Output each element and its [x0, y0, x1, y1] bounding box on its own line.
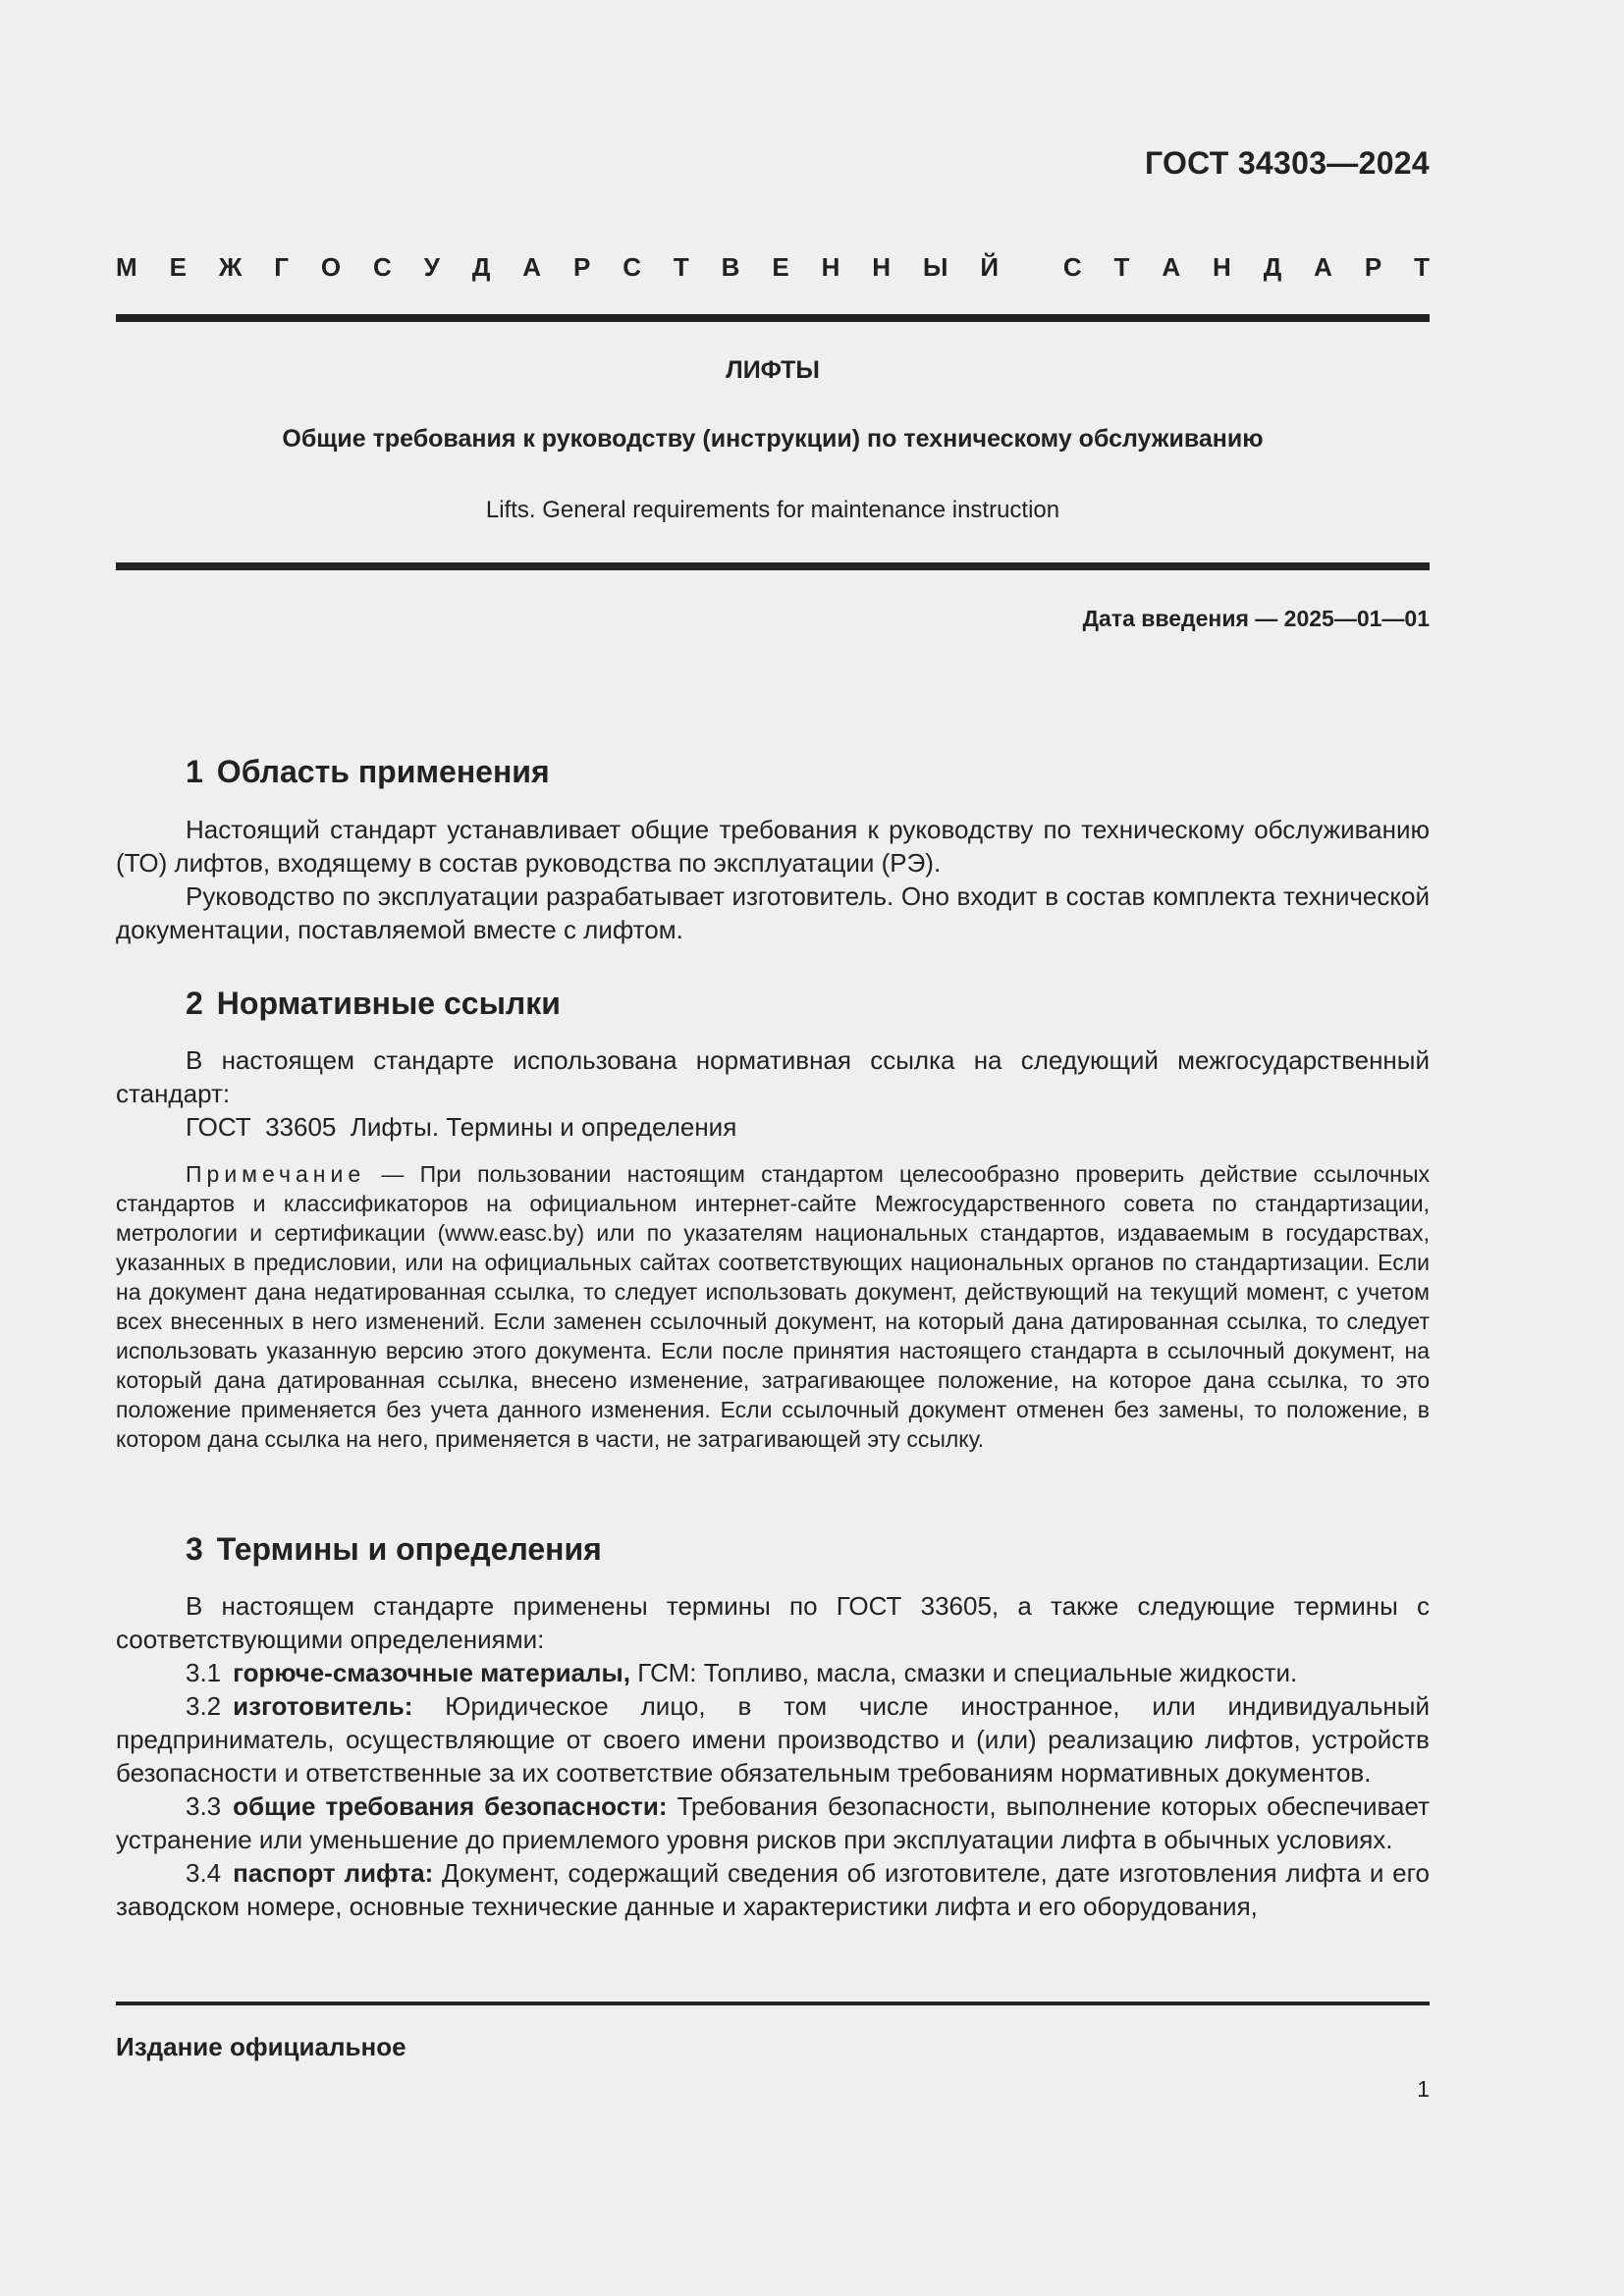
section-heading — [186, 754, 1430, 790]
section-title: Нормативные ссылки — [216, 986, 561, 1021]
heading-letter: С — [623, 252, 641, 282]
introduction-date: Дата введения — 2025—01—01 — [1082, 606, 1430, 631]
heading-letter: С — [373, 252, 392, 282]
term-number: 3.3 — [186, 1791, 222, 1821]
heading-letter: Н — [821, 252, 840, 282]
heading-letter: Г — [274, 252, 289, 282]
heading-letter: Й — [980, 252, 1000, 282]
term-number: 3.2 — [186, 1691, 222, 1721]
section-heading — [186, 1531, 1430, 1568]
term-definition: ГСМ: Топливо, масла, смазки и специальные жидкости. — [629, 1658, 1298, 1687]
title-divider — [116, 562, 1430, 570]
heading-letter: Т — [1113, 252, 1130, 282]
heading-letter: Н — [1213, 252, 1231, 282]
section-3-body — [116, 1589, 1430, 1923]
heading-letter: Н — [872, 252, 892, 282]
note-label: Примечание — [186, 1161, 366, 1187]
page-number: 1 — [1417, 2076, 1430, 2102]
term-definition: Документ, содержащий сведения об изготовителе, дате изготовления лифта и его заводском номере, основные технические данные и характеристики лифта и его оборудования, — [116, 1858, 1431, 1921]
document-code: ГОСТ 34303—2024 — [1144, 145, 1430, 181]
term-name: горюче-смазочные материалы, — [233, 1658, 630, 1687]
term-name: общие требования безопасности: — [233, 1791, 668, 1821]
english-title: Lifts. General requirements for maintenance instruction — [485, 497, 1060, 523]
paragraph: Руководство по эксплуатации разрабатывает изготовитель. Оно входит в состав комплекта технической документации, поставляемой вместе с лифтом. — [116, 881, 1430, 944]
section-title: Область применения — [216, 754, 550, 789]
heading-letter: М — [116, 252, 137, 282]
term-definition: Юридическое лицо, в том числе иностранное, или индивидуальный предприниматель, осуществляющие от своего имени производство и (или) реализацию лифтов, устройств безопасности и ответственные за их соответствие обязательным требованиям нормативных документов. — [116, 1691, 1430, 1788]
heading-letter: С — [1062, 252, 1082, 282]
heading-letter: Е — [772, 252, 789, 282]
section-heading — [186, 986, 1430, 1022]
term-entry — [116, 1856, 1430, 1923]
heading-letter: Т — [673, 252, 689, 282]
term-entry — [116, 1689, 1430, 1789]
top-divider — [116, 314, 1430, 322]
heading-letter: А — [522, 252, 542, 282]
heading-letter: Т — [1414, 252, 1430, 282]
section-2-body — [116, 1043, 1430, 1144]
section-number: 2 — [186, 986, 203, 1021]
document-subtitle: Общие требования к руководству (инструкции) по техническому обслуживанию — [282, 425, 1264, 453]
heading-letter: Д — [1263, 252, 1282, 282]
term-definition: Требования безопасности, выполнение которых обеспечивает устранение или уменьшение до приемлемого уровня рисков при эксплуатации лифта в обычных условиях. — [116, 1791, 1430, 1854]
heading-letter: А — [1162, 252, 1181, 282]
heading-letter: Р — [1364, 252, 1382, 282]
official-edition-label: Издание официальное — [116, 2032, 406, 2061]
standard-type-heading — [116, 252, 1430, 283]
section-1-body — [116, 813, 1430, 946]
term-number: 3.4 — [186, 1858, 222, 1888]
term-entry — [116, 1656, 1430, 1689]
document-title: ЛИФТЫ — [726, 356, 820, 384]
term-name: паспорт лифта: — [233, 1858, 434, 1888]
heading-letter: Ж — [218, 252, 243, 282]
heading-letter: Р — [572, 252, 591, 282]
heading-letter: О — [320, 252, 342, 282]
heading-letter: Е — [169, 252, 187, 282]
section-title: Термины и определения — [216, 1531, 602, 1567]
note-text: — При пользовании настоящим стандартом целесообразно проверить действие ссылочных стандартов и классификаторов на официальном интернет-сайте Межгосударственного совета по стандартизации, метрологии и сертификации (www.easc.by) или по указателям национальных стандартов, издаваемым в государствах, указанных в предисловии, или на официальных сайтах соответствующих национальных органов по стандартизации. Если на документ дана недатированная ссылка, то следует использовать документ, действующий на текущий момент, с учетом всех внесенных в него изменений. Если заменен ссылочный документ, на который дана датированная ссылка, то следует использовать указанную версию этого документа. Если после принятия настоящего стандарта в ссылочный документ, на который дана датированная ссылка, внесено изменение, затрагивающее положение, на которое дана ссылка, то это положение применяется без учета данного изменения. Если ссылочный документ отменен без замены, то положение, в котором дана ссылка на него, применяется в части, не затрагивающей эту ссылку. — [116, 1161, 1430, 1452]
heading-letter: В — [721, 252, 740, 282]
paragraph: В настоящем стандарте применены термины по ГОСТ 33605, а также следующие термины с соответствующими определениями: — [116, 1591, 1430, 1654]
normative-reference: ГОСТ 33605 Лифты. Термины и определения — [186, 1112, 737, 1142]
footer-divider — [116, 2002, 1430, 2005]
heading-letter: У — [423, 252, 440, 282]
paragraph: Настоящий стандарт устанавливает общие требования к руководству по техническому обслуживанию (ТО) лифтов, входящему в состав руководства по эксплуатации (РЭ). — [116, 815, 1430, 878]
note — [116, 1159, 1430, 1454]
document-page — [116, 0, 1430, 2296]
heading-letter: А — [1314, 252, 1332, 282]
section-number: 1 — [186, 754, 203, 789]
term-entry — [116, 1789, 1430, 1856]
paragraph: В настоящем стандарте использована нормативная ссылка на следующий межгосударственный стандарт: — [116, 1045, 1430, 1108]
section-number: 3 — [186, 1531, 203, 1567]
term-name: изготовитель: — [233, 1691, 413, 1721]
heading-letter: Ы — [922, 252, 948, 282]
heading-letter: Д — [471, 252, 491, 282]
term-number: 3.1 — [186, 1658, 222, 1687]
